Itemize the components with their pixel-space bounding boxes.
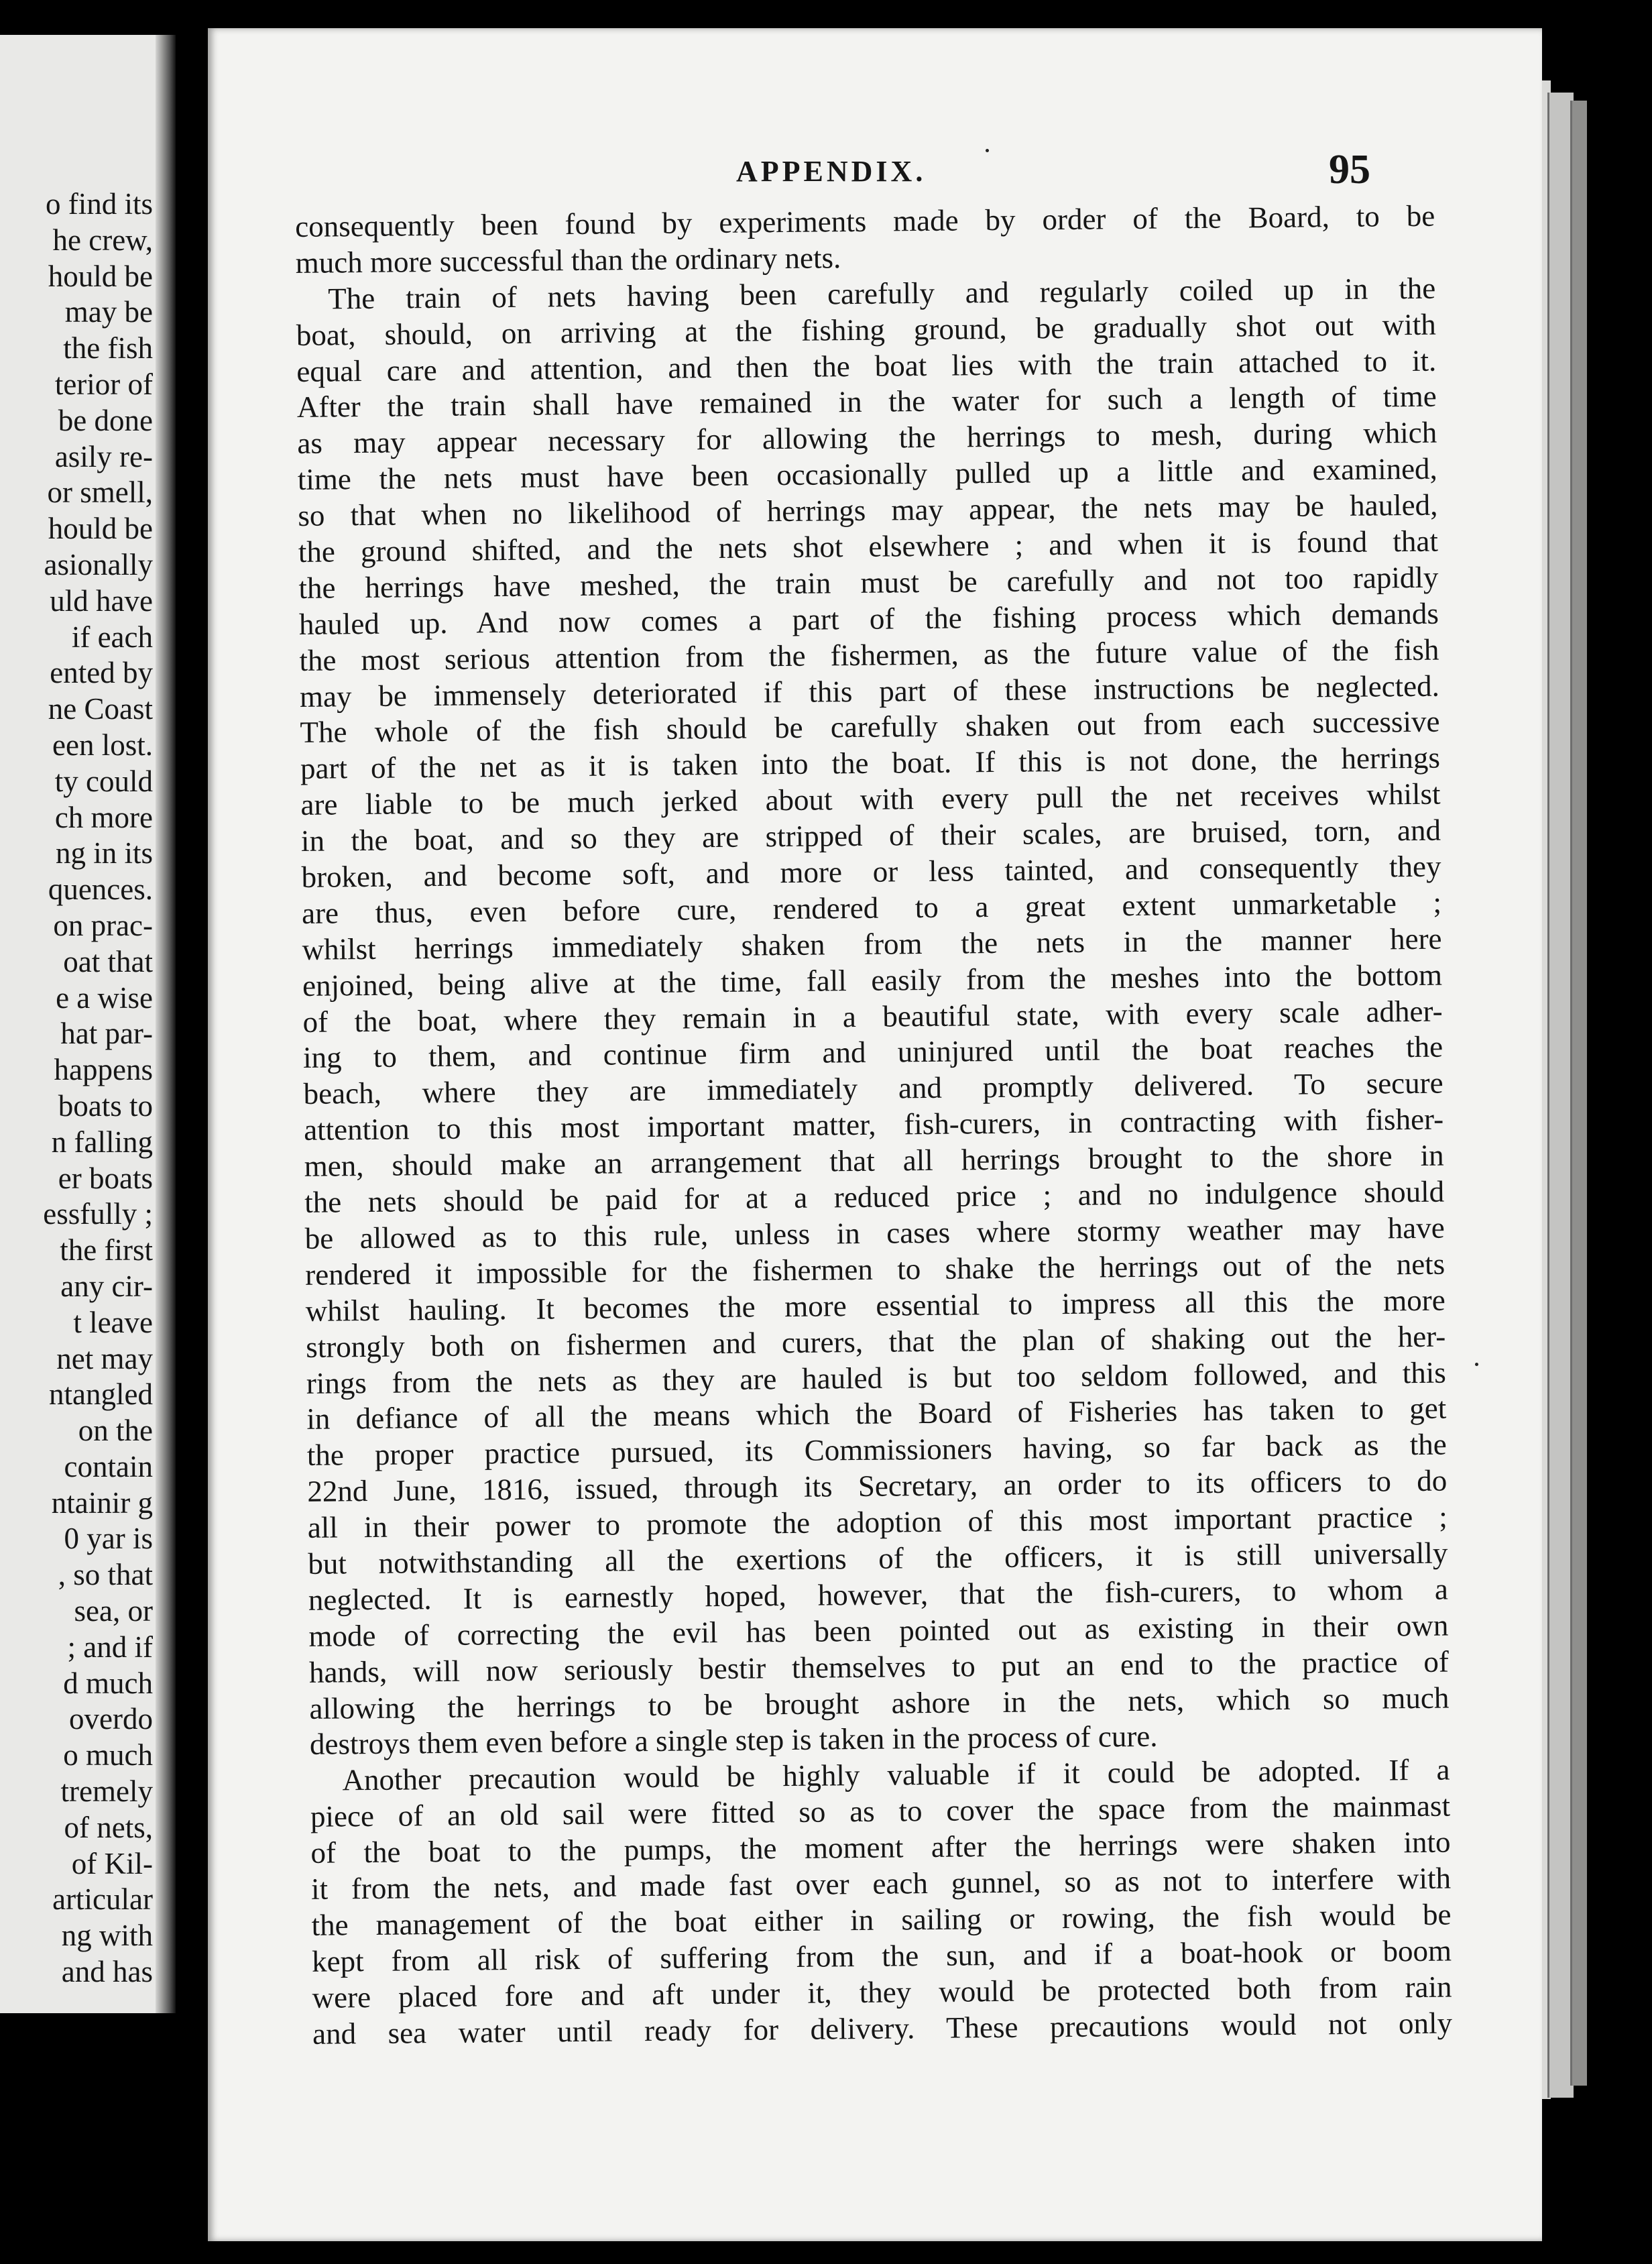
text-line: the ground shifted, and the nets shot elsewhere ; and when it is found that xyxy=(298,524,1439,569)
left-page-line: ng with xyxy=(61,1919,153,1953)
text-line: the proper practice pursued, its Commissioners having, so far back as the xyxy=(306,1427,1447,1473)
left-page-line: may be xyxy=(64,295,153,329)
text-line: the nets should be paid for at a reduced price ; and no indulgence should xyxy=(304,1174,1445,1219)
text-line: time the nets must have been occasionally pulled up a little and examined, xyxy=(297,451,1438,497)
left-page-line: ty could xyxy=(54,764,153,798)
left-page-line: , so that xyxy=(58,1558,153,1592)
left-page-line: ch more xyxy=(54,800,153,834)
text-line: may be immensely deteriorated if this part of these instructions be neglected. xyxy=(299,669,1440,714)
text-line: piece of an old sail were fitted so as to cover the space from the mainmast xyxy=(310,1789,1451,1834)
text-line: kept from all risk of suffering from the sun, and if a boat-hook or boom xyxy=(311,1933,1452,1978)
left-page-line: boats to xyxy=(58,1088,153,1123)
text-line: broken, and become soft, and more or less tainted, and consequently they xyxy=(301,849,1441,894)
text-line: rendered it impossible for the fishermen to shake the herrings out of the nets xyxy=(305,1247,1446,1292)
text-line: are liable to be much jerked about with every pull the net receives whilst xyxy=(300,777,1441,822)
text-line: in defiance of all the means which the Board of Fisheries has taken to get xyxy=(306,1391,1447,1436)
running-head: APPENDIX. xyxy=(736,155,927,188)
left-page-line: and has xyxy=(61,1955,153,1989)
left-page-line: net may xyxy=(56,1341,153,1375)
text-line: strongly both on fishermen and curers, that the plan of shaking out the her- xyxy=(306,1319,1446,1364)
text-line: destroys them even before a single step is taken in the process of cure. xyxy=(309,1719,1158,1762)
left-page-line: 0 yar is xyxy=(64,1522,153,1556)
text-line: hands, will now seriously bestir themselves to put an end to the practice of xyxy=(308,1644,1450,1689)
text-line: neglected. It is earnestly hoped, however, that the fish-curers, to whom a xyxy=(308,1572,1449,1617)
left-page-line: oat that xyxy=(63,944,153,978)
text-line: attention to this most important matter, fish-curers, in contracting with fisher- xyxy=(303,1102,1444,1147)
text-line: mode of correcting the evil has been pointed out as existing in their own xyxy=(308,1608,1449,1653)
text-line: men, should make an arrangement that all herrings brought to the shore in xyxy=(304,1138,1444,1184)
left-page-line: e a wise xyxy=(56,980,153,1015)
left-page-line: hat par- xyxy=(60,1017,153,1051)
text-line: and sea water until ready for delivery. These precautions would not only xyxy=(312,2006,1453,2051)
text-line: as may appear necessary for allowing the herrings to mesh, during which xyxy=(297,416,1437,461)
left-page-line: o find its xyxy=(45,187,153,221)
left-page-line: contain xyxy=(64,1449,153,1483)
text-line: ing to them, and continue firm and uninjured until the boat reaches the xyxy=(302,1030,1443,1075)
left-page-line: quences. xyxy=(48,872,153,907)
text-line: boat, should, on arriving at the fishing ground, be gradually shot out with xyxy=(296,307,1436,352)
left-page-line: the fish xyxy=(63,331,153,365)
text-line: After the train shall have remained in the water for such a length of time xyxy=(296,380,1437,424)
left-page-line: asionally xyxy=(44,547,153,581)
book-page xyxy=(208,28,1542,2241)
left-page-line: asily re- xyxy=(54,439,153,473)
left-page-line: he crew, xyxy=(52,223,153,257)
text-line: be allowed as to this rule, unless in cases where stormy weather may have xyxy=(304,1210,1445,1255)
left-page-line: o much xyxy=(63,1738,153,1772)
left-page-line: hould be xyxy=(48,259,153,293)
text-line: it from the nets, and made fast over each gunnel, so as not to interfere with xyxy=(310,1861,1452,1906)
left-page-line: happens xyxy=(54,1053,153,1087)
book-gutter xyxy=(156,35,176,2013)
text-line: were placed fore and aft under it, they would be protected both from rain xyxy=(312,1970,1452,2015)
left-page-line: overdo xyxy=(69,1702,153,1736)
text-line: equal care and attention, and then the boat lies with the train attached to it. xyxy=(296,343,1437,388)
left-page-line: of nets, xyxy=(64,1810,153,1844)
left-page-line: ntainir g xyxy=(51,1485,153,1520)
scan-speck xyxy=(1475,1363,1478,1366)
text-line: so that when no likelihood of herrings may appear, the nets may be hauled, xyxy=(298,488,1438,533)
left-page-line: uld have xyxy=(50,583,153,618)
left-page-line: d much xyxy=(63,1666,153,1700)
text-line: of the boat, where they remain in a beautiful state, with every scale adher- xyxy=(302,994,1443,1039)
text-line: The train of nets having been carefully and regularly coiled up in the xyxy=(328,271,1436,316)
left-page-line: n falling xyxy=(51,1125,153,1159)
page-number: 95 xyxy=(1329,147,1370,192)
text-line: the herrings have meshed, the train must be carefully and not too rapidly xyxy=(298,560,1439,605)
text-line: of the boat to the pumps, the moment after the herrings were shaken into xyxy=(310,1825,1451,1870)
left-page-line: essfully ; xyxy=(43,1197,153,1231)
text-line: beach, where they are immediately and promptly delivered. To secure xyxy=(303,1066,1443,1111)
left-page-line: if each xyxy=(71,620,153,654)
left-page-line: sea, or xyxy=(74,1594,153,1628)
page-edge xyxy=(1570,101,1587,2086)
text-line: but notwithstanding all the exertions of the officers, it is still universally xyxy=(308,1536,1448,1581)
left-page-line: any cir- xyxy=(60,1269,153,1303)
text-line: hauled up. And now comes a part of the fishing process which demands xyxy=(298,596,1439,641)
text-line: consequently been found by experiments made by order of the Board, to be xyxy=(295,199,1435,243)
left-page-line: ; and if xyxy=(67,1630,153,1664)
scan-speck xyxy=(986,149,989,152)
left-page-line: ng in its xyxy=(55,836,153,870)
text-line: whilst herrings immediately shaken from the nets in the manner here xyxy=(302,921,1442,966)
left-page-line: be done xyxy=(58,403,153,437)
left-page-line: hould be xyxy=(48,512,153,546)
text-line: in the boat, and so they are stripped of their scales, are bruised, torn, and xyxy=(300,813,1441,858)
left-page-line: terior of xyxy=(54,367,153,401)
left-page-text xyxy=(0,186,153,1990)
left-page-line: ne Coast xyxy=(48,692,153,726)
left-page-line: een lost. xyxy=(52,728,153,762)
text-line: are thus, even before cure, rendered to a great extent unmarketable ; xyxy=(301,885,1442,930)
text-line: allowing the herrings to be brought ashore in the nets, which so much xyxy=(309,1681,1450,1725)
text-line: the management of the boat either in sailing or rowing, the fish would be xyxy=(311,1897,1452,1942)
text-line: Another precaution would be highly valuable if it could be adopted. If a xyxy=(342,1752,1450,1797)
text-line: the most serious attention from the fishermen, as the future value of the fish xyxy=(299,632,1439,677)
left-page-line: on the xyxy=(78,1414,153,1448)
left-page-line: the first xyxy=(60,1233,153,1267)
left-page-line: of Kil- xyxy=(71,1846,153,1880)
text-line: part of the net as it is taken into the boat. If this is not done, the herrings xyxy=(300,741,1441,786)
text-line: 22nd June, 1816, issued, through its Secretary, an order to its officers to do xyxy=(307,1463,1448,1509)
text-line: enjoined, being alive at the time, fall easily from the meshes into the bottom xyxy=(302,958,1443,1003)
text-line: all in their power to promote the adoption of this most important practice ; xyxy=(307,1499,1448,1544)
left-page-fragment xyxy=(0,35,176,2013)
left-page-line: ntangled xyxy=(49,1377,153,1412)
text-line: The whole of the fish should be carefully shaken out from each successive xyxy=(300,705,1440,750)
left-page-line: articular xyxy=(52,1882,153,1917)
left-page-line: on prac- xyxy=(53,908,153,942)
left-page-line: t leave xyxy=(73,1305,153,1339)
text-line: much more successful than the ordinary nets. xyxy=(295,241,841,280)
left-page-line: ented by xyxy=(50,656,153,690)
text-line: rings from the nets as they are hauled is but too seldom followed, and this xyxy=(306,1355,1446,1400)
text-line: whilst hauling. It becomes the more essential to impress all this the more xyxy=(305,1283,1446,1328)
left-page-line: tremely xyxy=(60,1774,153,1809)
page-header xyxy=(208,142,1542,196)
left-page-line: er boats xyxy=(58,1161,153,1195)
left-page-line: or smell, xyxy=(47,475,153,510)
body-text xyxy=(295,199,1452,2053)
